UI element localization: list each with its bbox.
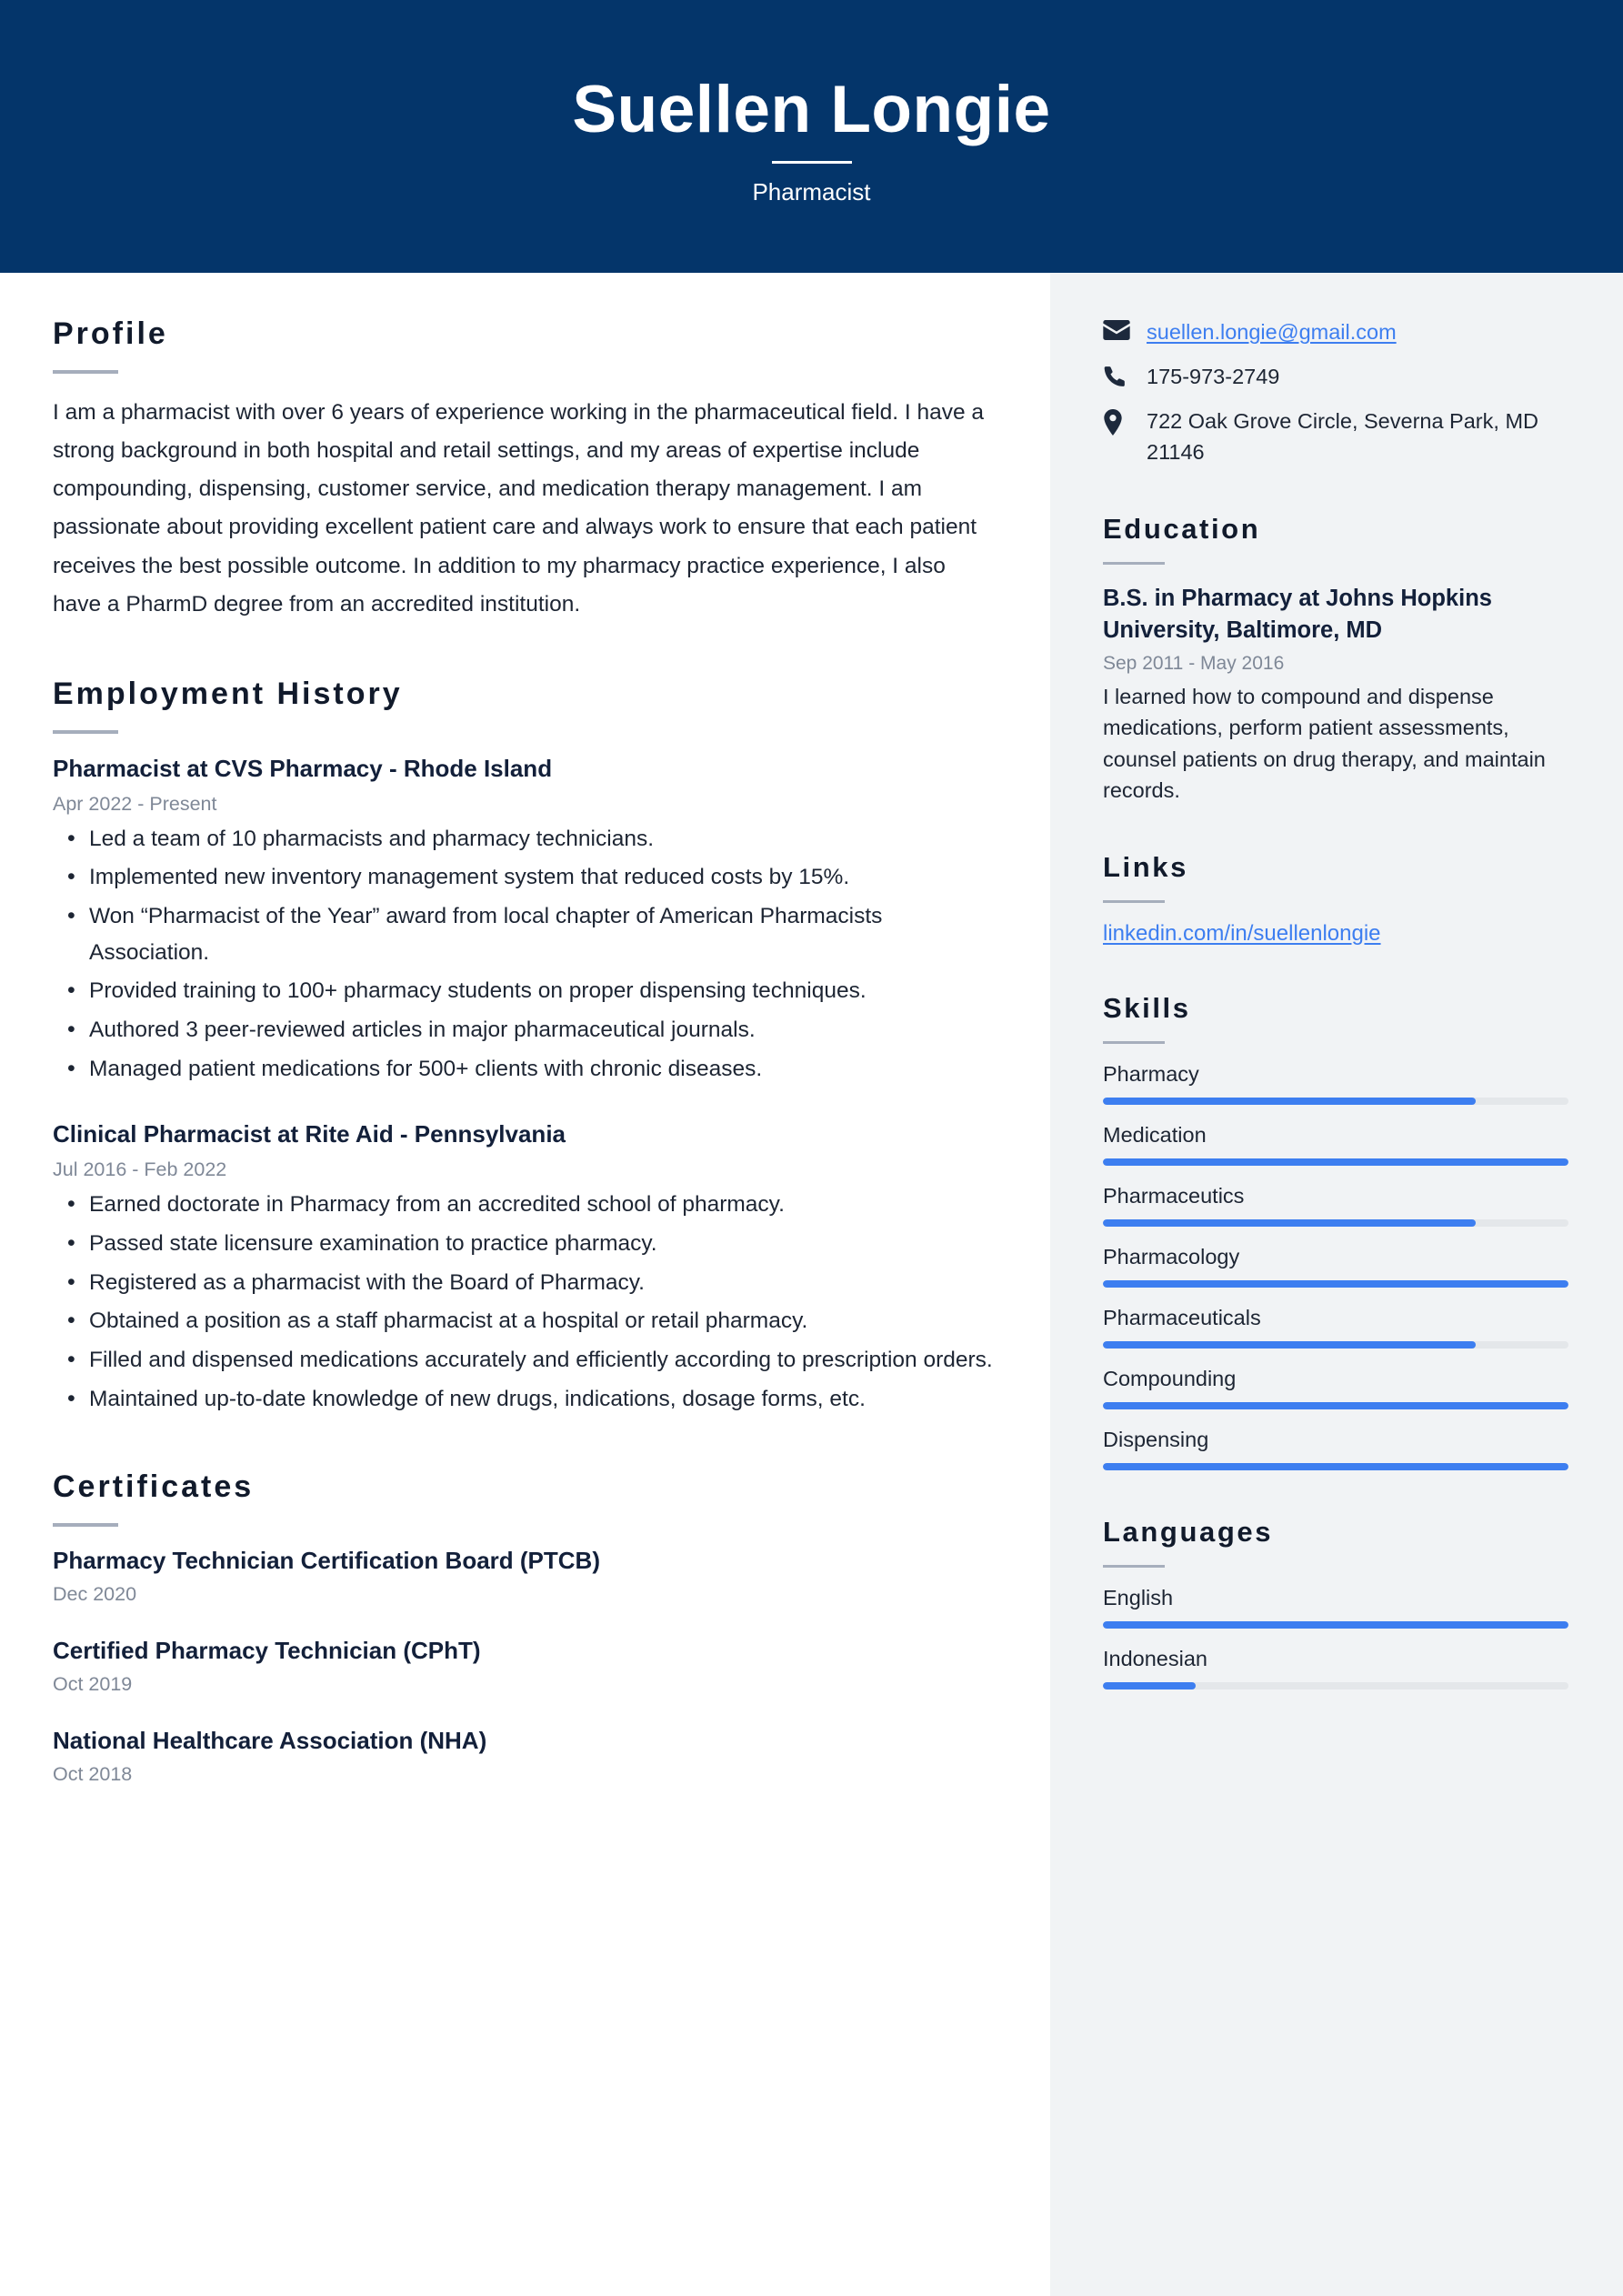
header-divider [772,161,852,164]
skill-item [1103,1184,1568,1227]
certificate-entry [53,1547,994,1606]
language-bar-fill [1103,1682,1196,1689]
sidebar-column [1050,273,1623,2296]
certificate-name: Certified Pharmacy Technician (CPhT) [53,1637,481,1665]
section-profile [53,316,994,624]
job-title: Pharmacist at CVS Pharmacy - Rhode Island [53,754,553,782]
profile-heading: Profile [53,316,168,351]
skill-bar-fill [1103,1463,1568,1470]
skill-label: Pharmaceutics [1103,1184,1245,1208]
phone-text: 175-973-2749 [1147,365,1280,389]
job-bullet: • Won “Pharmacist of the Year” award from local chapter of American Pharmacists Association. [53,898,994,970]
skill-bar-track [1103,1158,1568,1166]
main-column [0,273,1050,2296]
skill-label: Pharmacy [1103,1062,1199,1087]
profile-divider [53,370,118,374]
skill-bar-fill [1103,1402,1568,1409]
job-title: Clinical Pharmacist at Rite Aid - Pennsylvania [53,1120,566,1148]
skills-heading: Skills [1103,992,1191,1025]
language-label: English [1103,1586,1174,1610]
resume-header [0,0,1623,273]
certificate-date: Oct 2019 [53,1673,133,1696]
job-bullet: • Implemented new inventory management system that reduced costs by 15%. [53,859,994,896]
email-icon [1103,316,1134,340]
skill-bar-fill [1103,1158,1568,1166]
section-contact [1103,316,1568,467]
skill-bar-track [1103,1219,1568,1227]
skill-bar-track [1103,1402,1568,1409]
job-bullets [53,821,994,1088]
skill-label: Pharmaceuticals [1103,1306,1261,1330]
skill-bar-track [1103,1341,1568,1349]
contact-address-row [1103,406,1568,467]
section-links [1103,851,1568,947]
certificate-name: Pharmacy Technician Certification Board (PTCB) [53,1547,600,1575]
candidate-role: Pharmacist [752,178,871,206]
job-bullets [53,1187,994,1417]
skills-divider [1103,1041,1165,1044]
language-item [1103,1647,1568,1689]
education-description: I learned how to compound and dispense medications, perform patient assessments, counsel patients on drug therapy, and maintain records. [1103,685,1546,802]
employment-divider [53,730,118,734]
profile-text: I am a pharmacist with over 6 years of experience working in the pharmaceutical field. I have a strong background in both hospital and retail settings, and my areas of expertise include compounding, dispensing, customer service, and medication therapy management. I am passionate about providing excellent patient care and always work to ensure that each patient receives the best possible outcome. In addition to my pharmacy practice experience, I also have a PharmD degree from an accredited institution. [53,400,985,617]
job-date: Apr 2022 - Present [53,792,217,815]
job-bullet: • Filled and dispensed medications accurately and efficiently according to prescription orders. [53,1342,994,1379]
resume-body [0,273,1623,2296]
certificate-date: Oct 2018 [53,1763,133,1786]
skill-item [1103,1123,1568,1166]
certificates-heading: Certificates [53,1469,255,1505]
language-label: Indonesian [1103,1647,1207,1671]
language-bar-fill [1103,1621,1568,1629]
section-education [1103,513,1568,806]
skill-item [1103,1428,1568,1470]
job-entry [53,1119,994,1417]
education-divider [1103,562,1165,565]
location-icon [1103,406,1134,436]
education-entry [1103,583,1568,806]
job-entry [53,754,994,1088]
education-heading: Education [1103,513,1261,546]
job-bullet: • Obtained a position as a staff pharmacist at a hospital or retail pharmacy. [53,1303,994,1339]
certificate-entry [53,1637,994,1696]
job-bullet: • Provided training to 100+ pharmacy students on proper dispensing techniques. [53,973,994,1009]
certificate-date: Dec 2020 [53,1583,137,1606]
job-bullet: • Earned doctorate in Pharmacy from an accredited school of pharmacy. [53,1187,994,1223]
skill-item [1103,1062,1568,1105]
certificate-entry [53,1727,994,1786]
candidate-name: Suellen Longie [572,72,1051,146]
skill-label: Medication [1103,1123,1207,1148]
education-title: B.S. in Pharmacy at Johns Hopkins University, Baltimore, MD [1103,586,1492,643]
address-text: 722 Oak Grove Circle, Severna Park, MD 21146 [1147,409,1538,465]
skill-bar-track [1103,1280,1568,1288]
links-heading: Links [1103,851,1188,884]
skill-bar-track [1103,1463,1568,1470]
skill-bar-fill [1103,1341,1476,1349]
links-divider [1103,900,1165,903]
contact-phone-row[interactable] [1103,361,1568,392]
certificate-name: National Healthcare Association (NHA) [53,1727,487,1755]
language-bar-track [1103,1621,1568,1629]
job-bullet: • Managed patient medications for 500+ clients with chronic diseases. [53,1051,994,1088]
skill-bar-track [1103,1098,1568,1105]
employment-heading: Employment History [53,676,403,711]
skill-bar-fill [1103,1219,1476,1227]
section-certificates [53,1469,994,1786]
phone-icon [1103,361,1134,388]
email-text[interactable]: suellen.longie@gmail.com [1147,320,1397,344]
job-bullet: • Authored 3 peer-reviewed articles in major pharmaceutical journals. [53,1012,994,1048]
skill-bar-fill [1103,1098,1476,1105]
link-linkedin[interactable]: linkedin.com/in/suellenlongie [1103,921,1381,947]
job-bullet: • Maintained up-to-date knowledge of new drugs, indications, dosage forms, etc. [53,1381,994,1418]
contact-email-row[interactable] [1103,316,1568,347]
skill-label: Pharmacology [1103,1245,1240,1269]
section-skills [1103,992,1568,1470]
education-date: Sep 2011 - May 2016 [1103,653,1285,675]
section-languages [1103,1516,1568,1689]
job-bullet: • Led a team of 10 pharmacists and pharmacy technicians. [53,821,994,857]
skill-label: Compounding [1103,1367,1237,1391]
language-item [1103,1586,1568,1629]
languages-divider [1103,1565,1165,1568]
certificates-divider [53,1523,118,1527]
job-bullet: • Passed state licensure examination to practice pharmacy. [53,1226,994,1262]
skill-item [1103,1245,1568,1288]
skill-label: Dispensing [1103,1428,1209,1452]
skill-item [1103,1306,1568,1349]
languages-heading: Languages [1103,1516,1274,1549]
skill-bar-fill [1103,1280,1568,1288]
language-bar-track [1103,1682,1568,1689]
job-date: Jul 2016 - Feb 2022 [53,1158,227,1181]
skill-item [1103,1367,1568,1409]
section-employment-history [53,677,994,1418]
job-bullet: • Registered as a pharmacist with the Board of Pharmacy. [53,1265,994,1301]
